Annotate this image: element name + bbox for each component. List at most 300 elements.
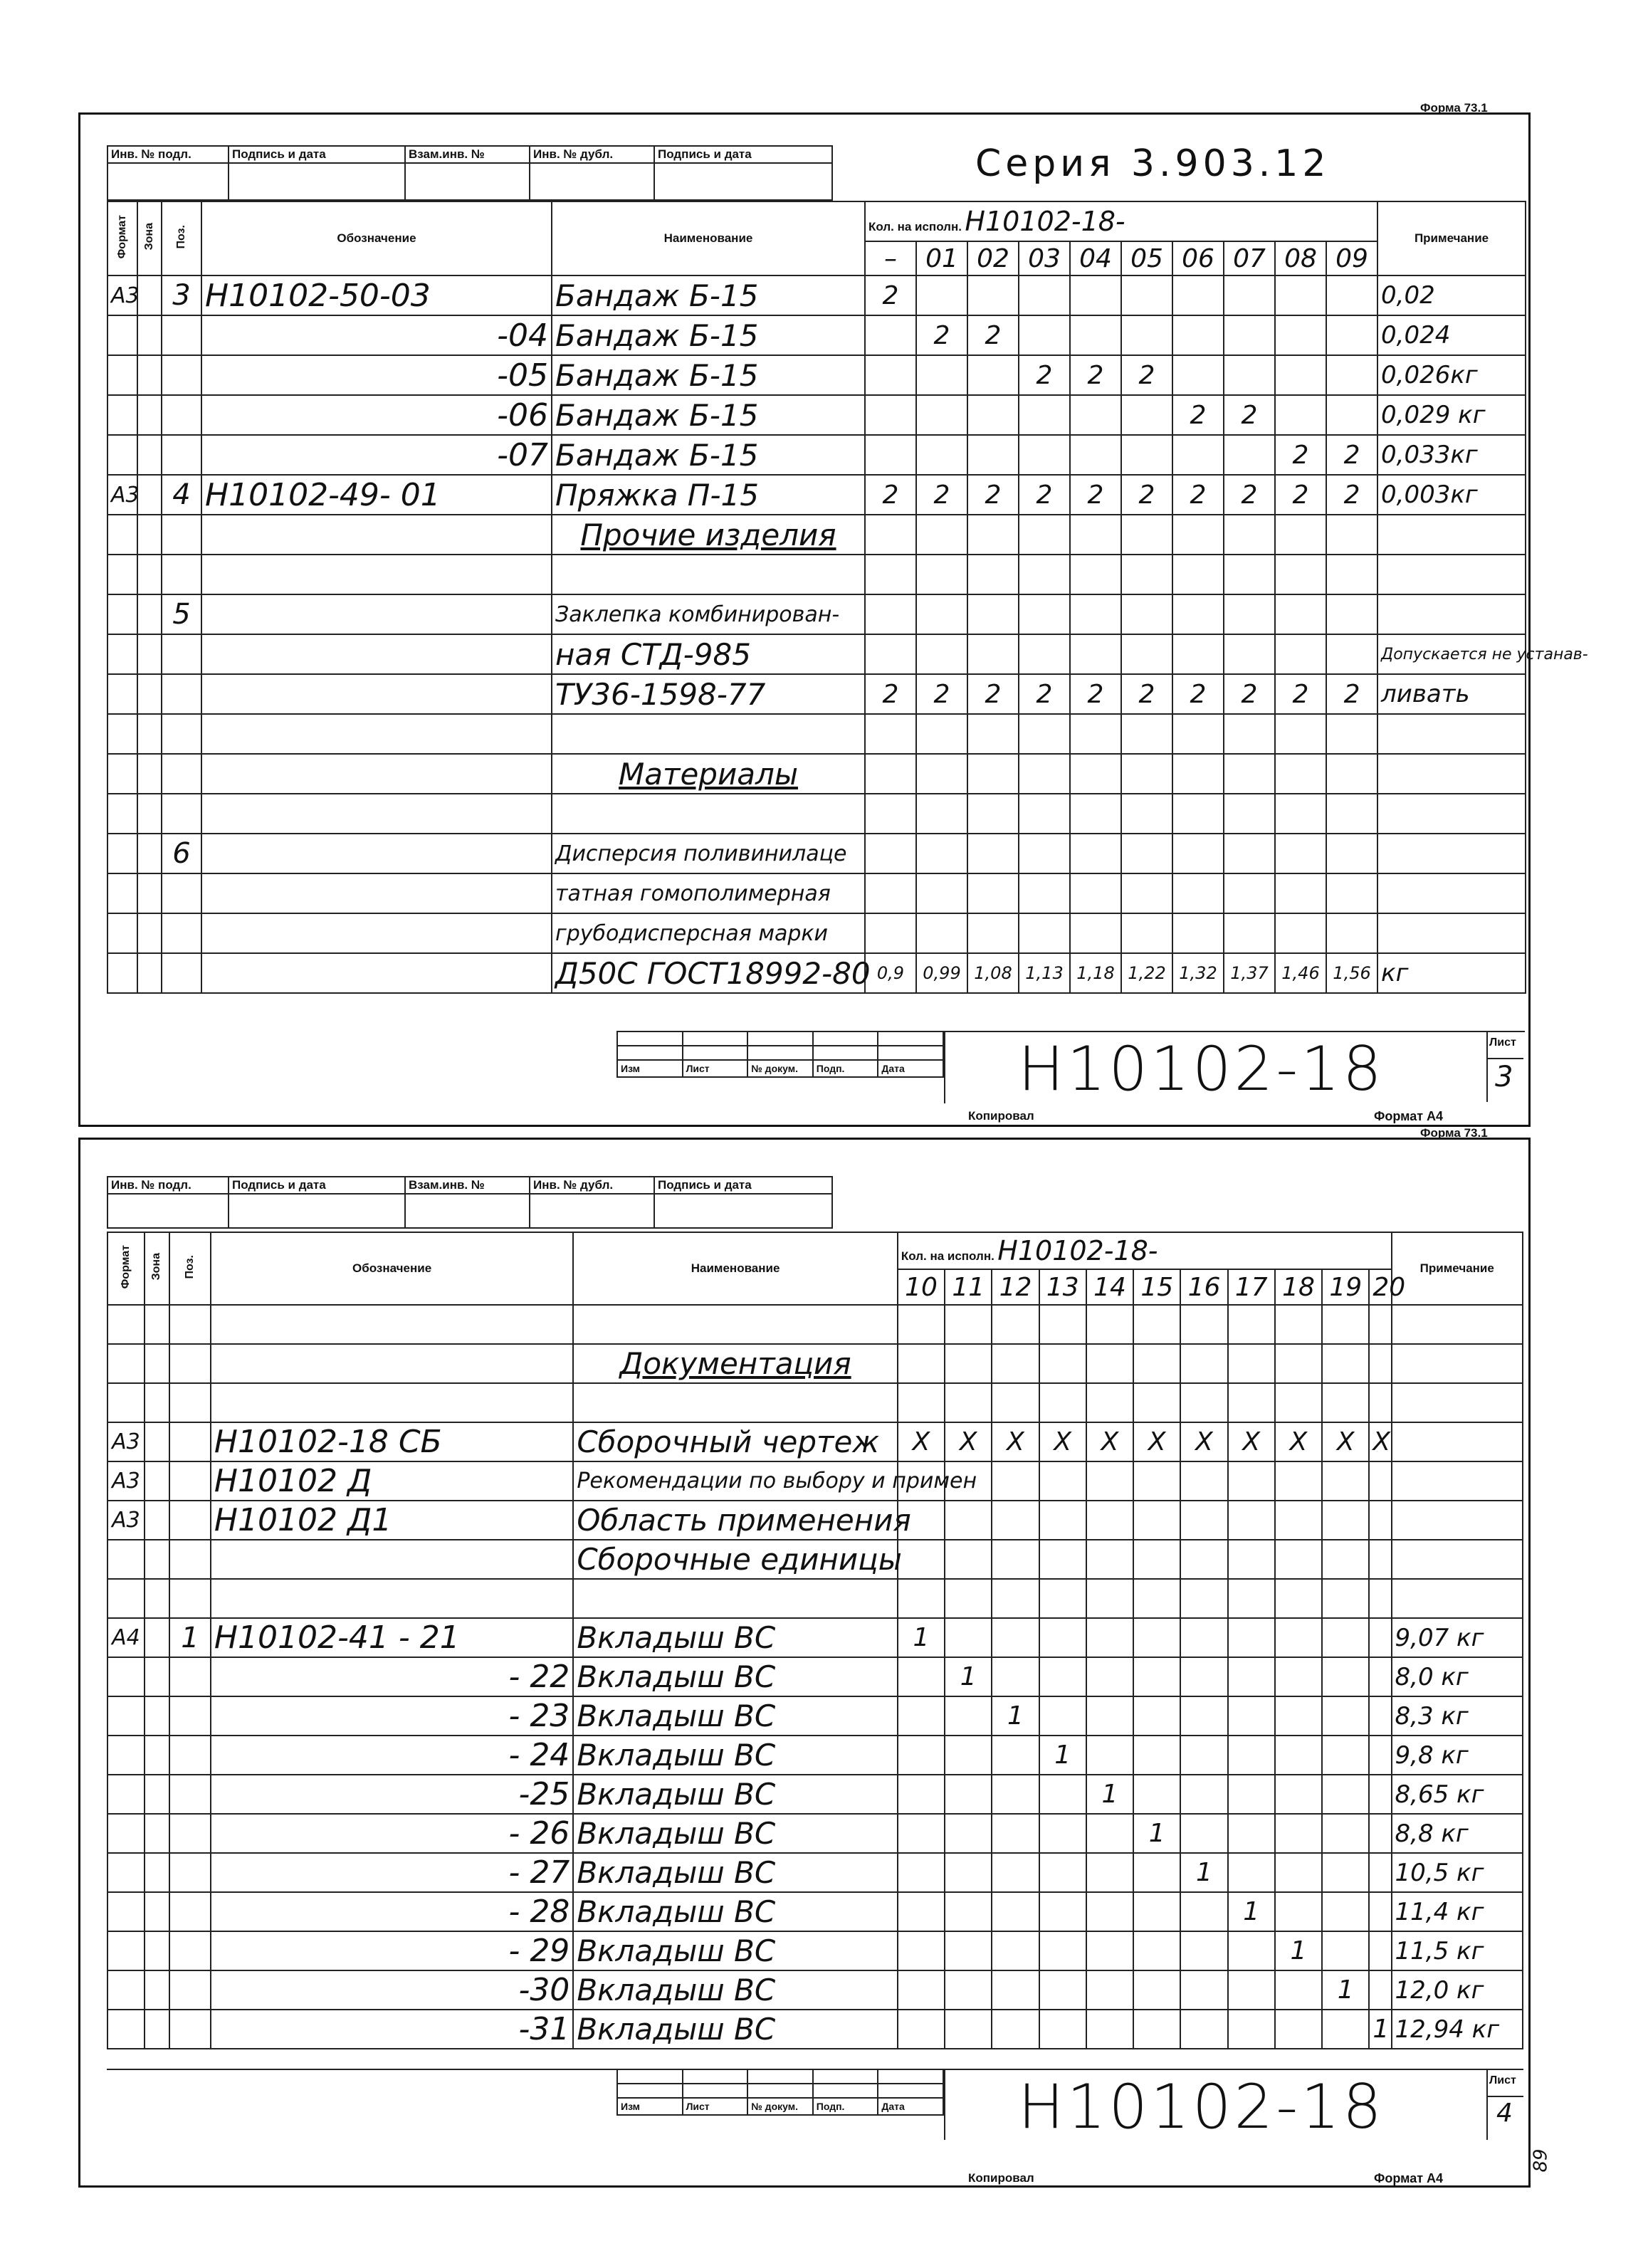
row-name: Пряжка П-15: [552, 475, 865, 515]
table-row: [107, 913, 1526, 953]
row-designation: [201, 674, 552, 714]
row-qty: [967, 873, 1019, 913]
table-row: [107, 794, 1526, 834]
row-qty: [1070, 873, 1121, 913]
row-pos: [162, 794, 201, 834]
row-qty: [1228, 1540, 1275, 1579]
row-qty: [1180, 1970, 1227, 2010]
row-qty: 2: [1121, 475, 1172, 515]
row-qty: [1275, 1618, 1322, 1657]
row-qty: [1275, 873, 1326, 913]
row-designation: [211, 1344, 573, 1383]
row-qty: [1326, 634, 1377, 674]
row-pos: 1: [169, 1618, 211, 1657]
row-format: [107, 594, 137, 634]
row-name: [573, 1305, 898, 1344]
row-qty: [916, 754, 967, 794]
row-zone: [145, 1696, 169, 1736]
row-qty: [945, 1344, 992, 1383]
row-qty: [1224, 834, 1275, 873]
row-qty: [1224, 714, 1275, 754]
row-designation: -05: [201, 355, 552, 395]
row-qty: 2: [1121, 674, 1172, 714]
row-qty: [1275, 1736, 1322, 1775]
row-qty: [945, 1540, 992, 1579]
col-zone: Зона: [150, 1253, 163, 1281]
row-qty: [1133, 1540, 1180, 1579]
row-qty: [992, 1344, 1039, 1383]
row-qty: [1086, 1461, 1133, 1501]
row-qty: [992, 1892, 1039, 1931]
table-row: [107, 1814, 1523, 1853]
col-note: Примечание: [1377, 201, 1526, 275]
row-qty: [1275, 1579, 1322, 1618]
row-qty: [1086, 1736, 1133, 1775]
row-format: [107, 2010, 145, 2049]
row-qty: [967, 634, 1019, 674]
row-qty: 2: [1070, 475, 1121, 515]
row-note: [1377, 794, 1526, 834]
table-row: [107, 1853, 1523, 1892]
row-qty: [1019, 634, 1070, 674]
row-qty: X: [1039, 1422, 1086, 1461]
table-row: [107, 594, 1526, 634]
row-qty: [1180, 1501, 1227, 1540]
row-format: А3: [107, 1501, 145, 1540]
row-qty: 2: [1275, 475, 1326, 515]
row-qty: [1224, 754, 1275, 794]
row-zone: [145, 1579, 169, 1618]
row-qty: [1224, 794, 1275, 834]
row-qty: [1039, 1383, 1086, 1422]
row-qty: [1369, 1736, 1391, 1775]
row-qty: [898, 1775, 945, 1814]
row-qty: [1180, 2010, 1227, 2049]
row-qty: [898, 1853, 945, 1892]
variant-col: 17: [1228, 1269, 1275, 1305]
row-qty: [1322, 1344, 1369, 1383]
row-qty: [992, 1736, 1039, 1775]
row-qty: [898, 1657, 945, 1696]
row-name: Материалы: [552, 754, 865, 794]
col-zone: Зона: [143, 223, 155, 251]
row-designation: [211, 1579, 573, 1618]
tb-col: Лист: [683, 2098, 748, 2115]
row-qty: [1369, 1814, 1391, 1853]
row-qty: [1326, 395, 1377, 435]
row-zone: [137, 475, 162, 515]
row-designation: - 23: [211, 1696, 573, 1736]
qty-header: [865, 201, 1377, 241]
row-qty: 2: [916, 315, 967, 355]
col-pos: Поз.: [183, 1254, 196, 1279]
row-qty: [1224, 555, 1275, 594]
row-qty: [1039, 1305, 1086, 1344]
row-qty: 1: [1086, 1775, 1133, 1814]
copied-label: Копировал: [968, 2171, 1034, 2185]
row-format: А3: [107, 275, 137, 315]
row-qty: [1039, 1344, 1086, 1383]
row-format: [107, 714, 137, 754]
row-format: [107, 794, 137, 834]
row-qty: [967, 435, 1019, 475]
row-pos: [169, 1970, 211, 2010]
row-qty: [1172, 435, 1224, 475]
row-qty: [1121, 275, 1172, 315]
row-qty: 2: [1224, 475, 1275, 515]
row-qty: [1019, 435, 1070, 475]
row-qty: [1121, 515, 1172, 555]
row-pos: [162, 435, 201, 475]
row-qty: X: [1180, 1422, 1227, 1461]
row-qty: [1019, 834, 1070, 873]
row-zone: [137, 674, 162, 714]
row-qty: [1133, 1853, 1180, 1892]
table-row: [107, 315, 1526, 355]
row-qty: [1369, 1853, 1391, 1892]
row-qty: [1086, 1344, 1133, 1383]
row-format: [107, 1344, 145, 1383]
row-qty: [1275, 1853, 1322, 1892]
row-qty: [1322, 1853, 1369, 1892]
row-qty: [1039, 1501, 1086, 1540]
row-qty: [945, 1970, 992, 2010]
row-pos: [162, 873, 201, 913]
row-qty: X: [992, 1422, 1039, 1461]
row-pos: [162, 555, 201, 594]
row-designation: -07: [201, 435, 552, 475]
row-qty: [1228, 1501, 1275, 1540]
row-name: Бандаж Б-15: [552, 395, 865, 435]
row-qty: [1326, 355, 1377, 395]
row-zone: [137, 515, 162, 555]
variant-col: 10: [898, 1269, 945, 1305]
row-pos: [169, 1696, 211, 1736]
row-note: [1377, 754, 1526, 794]
row-qty: [1172, 275, 1224, 315]
row-qty: [1369, 1931, 1391, 1970]
variant-col: 03: [1019, 241, 1070, 275]
row-pos: [162, 674, 201, 714]
row-qty: X: [898, 1422, 945, 1461]
row-qty: [1172, 555, 1224, 594]
row-qty: [945, 1305, 992, 1344]
row-qty: [1172, 515, 1224, 555]
row-qty: [865, 515, 916, 555]
row-qty: [1070, 515, 1121, 555]
row-qty: [1322, 1579, 1369, 1618]
row-designation: [211, 1540, 573, 1579]
row-designation: [201, 873, 552, 913]
row-format: [107, 634, 137, 674]
row-qty: [1172, 315, 1224, 355]
row-qty: [967, 834, 1019, 873]
row-qty: [1180, 1579, 1227, 1618]
row-qty: [945, 1931, 992, 1970]
row-pos: 4: [162, 475, 201, 515]
row-qty: [1275, 754, 1326, 794]
row-name: Сборочный чертеж: [573, 1422, 898, 1461]
row-qty: [1326, 315, 1377, 355]
row-qty: 2: [1326, 475, 1377, 515]
row-qty: [1172, 594, 1224, 634]
row-name: Заклепка комбинирован-: [552, 594, 865, 634]
row-designation: -30: [211, 1970, 573, 2010]
row-qty: 2: [1172, 475, 1224, 515]
row-note: 9,07 кг: [1392, 1618, 1523, 1657]
row-qty: [945, 1892, 992, 1931]
row-qty: [967, 355, 1019, 395]
row-qty: [1180, 1736, 1227, 1775]
row-qty: [916, 515, 967, 555]
row-designation: - 26: [211, 1814, 573, 1853]
table-row: [107, 1344, 1523, 1383]
row-note: [1392, 1422, 1523, 1461]
row-format: [107, 1579, 145, 1618]
row-designation: -25: [211, 1775, 573, 1814]
row-qty: [1172, 834, 1224, 873]
row-pos: [169, 1344, 211, 1383]
row-qty: 2: [1121, 355, 1172, 395]
row-designation: [201, 714, 552, 754]
row-qty: [898, 1579, 945, 1618]
row-qty: [992, 1853, 1039, 1892]
row-designation: - 22: [211, 1657, 573, 1696]
row-qty: [1275, 1814, 1322, 1853]
row-zone: [145, 1892, 169, 1931]
row-qty: 2: [916, 475, 967, 515]
row-qty: [1369, 1970, 1391, 2010]
stamp-col: Инв. № подл.: [107, 146, 229, 163]
row-qty: [916, 873, 967, 913]
row-qty: [1224, 315, 1275, 355]
doc-number: Н10102-18: [1018, 2072, 1385, 2143]
row-qty: [945, 1696, 992, 1736]
row-qty: [865, 913, 916, 953]
row-qty: [1322, 1383, 1369, 1422]
row-qty: [1224, 873, 1275, 913]
row-qty: [1039, 2010, 1086, 2049]
row-designation: [201, 594, 552, 634]
col-format: Формат: [116, 214, 128, 259]
table-row: [107, 1461, 1523, 1501]
table-row: [107, 634, 1526, 674]
row-format: [107, 515, 137, 555]
row-qty: [1180, 1461, 1227, 1501]
row-qty: 2: [967, 475, 1019, 515]
row-zone: [137, 594, 162, 634]
row-format: [107, 1305, 145, 1344]
row-name: Вкладыш ВС: [573, 1775, 898, 1814]
table-row: [107, 1970, 1523, 2010]
row-pos: [162, 315, 201, 355]
row-designation: [211, 1383, 573, 1422]
row-name: татная гомополимерная: [552, 873, 865, 913]
row-designation: [201, 834, 552, 873]
tb-col: Изм: [617, 2098, 683, 2115]
table-row: [107, 1383, 1523, 1422]
row-qty: [1369, 1344, 1391, 1383]
row-qty: [945, 1618, 992, 1657]
row-qty: [865, 395, 916, 435]
row-note: [1392, 1579, 1523, 1618]
row-designation: [201, 634, 552, 674]
variant-col: –: [865, 241, 916, 275]
row-qty: [992, 1305, 1039, 1344]
row-note: 8,65 кг: [1392, 1775, 1523, 1814]
table-row: [107, 1657, 1523, 1696]
row-name: Вкладыш ВС: [573, 1892, 898, 1931]
row-qty: 2: [1172, 674, 1224, 714]
row-qty: [1180, 1305, 1227, 1344]
variant-col: 09: [1326, 241, 1377, 275]
row-format: [107, 1696, 145, 1736]
row-qty: [1275, 1892, 1322, 1931]
row-note: 0,029 кг: [1377, 395, 1526, 435]
row-pos: [169, 2010, 211, 2049]
row-qty: 2: [865, 275, 916, 315]
row-zone: [137, 953, 162, 993]
row-qty: [1228, 1931, 1275, 1970]
row-qty: [1086, 2010, 1133, 2049]
row-note: [1377, 913, 1526, 953]
row-qty: [1322, 1501, 1369, 1540]
row-qty: 1: [992, 1696, 1039, 1736]
row-qty: 2: [1224, 395, 1275, 435]
variant-col: 16: [1180, 1269, 1227, 1305]
table-row: [107, 1775, 1523, 1814]
row-name: Вкладыш ВС: [573, 1736, 898, 1775]
row-qty: [1121, 634, 1172, 674]
row-qty: 1,37: [1224, 953, 1275, 993]
row-designation: - 28: [211, 1892, 573, 1931]
col-name: Наименование: [552, 201, 865, 275]
row-qty: [945, 1579, 992, 1618]
row-qty: [967, 754, 1019, 794]
row-note: [1377, 714, 1526, 754]
row-qty: [1019, 794, 1070, 834]
row-qty: [1275, 594, 1326, 634]
row-qty: [1228, 1814, 1275, 1853]
row-qty: [1039, 1618, 1086, 1657]
row-note: [1377, 834, 1526, 873]
row-pos: [162, 953, 201, 993]
row-format: [107, 913, 137, 953]
table-row: [107, 1696, 1523, 1736]
row-qty: [1039, 1461, 1086, 1501]
row-qty: 0,99: [916, 953, 967, 993]
row-note: 12,0 кг: [1392, 1970, 1523, 2010]
stamp-col: Подпись и дата: [229, 1177, 405, 1194]
row-qty: [865, 435, 916, 475]
table-row: [107, 555, 1526, 594]
row-qty: [1369, 1579, 1391, 1618]
table-row: [107, 754, 1526, 794]
row-qty: [1326, 515, 1377, 555]
row-zone: [137, 873, 162, 913]
row-qty: [1275, 2010, 1322, 2049]
row-qty: [1039, 1579, 1086, 1618]
row-qty: [1133, 1305, 1180, 1344]
row-qty: 1: [1275, 1931, 1322, 1970]
row-format: [107, 315, 137, 355]
row-qty: [992, 1775, 1039, 1814]
row-qty: [1369, 1696, 1391, 1736]
row-note: 11,4 кг: [1392, 1892, 1523, 1931]
qty-label: Кол. на исполн.: [901, 1249, 994, 1263]
row-pos: [169, 1892, 211, 1931]
row-qty: [1322, 1892, 1369, 1931]
row-qty: [898, 1305, 945, 1344]
row-qty: 2: [967, 674, 1019, 714]
row-qty: [1133, 1970, 1180, 2010]
row-name: [573, 1579, 898, 1618]
row-note: [1392, 1461, 1523, 1501]
copied-label: Копировал: [968, 1109, 1034, 1123]
row-qty: X: [1275, 1422, 1322, 1461]
row-format: [107, 1853, 145, 1892]
row-name: Д50С ГОСТ18992-80: [552, 953, 865, 993]
variant-col: 13: [1039, 1269, 1086, 1305]
row-qty: [1326, 834, 1377, 873]
row-qty: [916, 435, 967, 475]
row-note: Допускается не устанав-: [1377, 634, 1526, 674]
row-qty: [898, 1383, 945, 1422]
variant-col: 12: [992, 1269, 1039, 1305]
row-pos: [162, 714, 201, 754]
row-qty: [1180, 1657, 1227, 1696]
tb-col: № докум.: [747, 2098, 813, 2115]
sheet-number: 3: [1495, 1061, 1513, 1093]
row-qty: [1121, 395, 1172, 435]
row-pos: [162, 355, 201, 395]
row-qty: [865, 315, 916, 355]
row-qty: [945, 1501, 992, 1540]
row-qty: [1369, 1657, 1391, 1696]
row-zone: [145, 1344, 169, 1383]
row-qty: [1039, 1657, 1086, 1696]
row-qty: [1019, 555, 1070, 594]
row-qty: [1322, 1775, 1369, 1814]
row-format: [107, 1775, 145, 1814]
row-qty: [1172, 714, 1224, 754]
row-qty: [1133, 1501, 1180, 1540]
row-qty: 1: [945, 1657, 992, 1696]
row-qty: [1039, 1814, 1086, 1853]
row-qty: 1: [898, 1618, 945, 1657]
row-zone: [145, 1775, 169, 1814]
row-zone: [145, 2010, 169, 2049]
row-qty: [1228, 1305, 1275, 1344]
col-designation: Обозначение: [211, 1232, 573, 1305]
row-qty: X: [1133, 1422, 1180, 1461]
row-qty: [1121, 594, 1172, 634]
row-qty: [865, 794, 916, 834]
row-pos: [162, 913, 201, 953]
row-qty: 1,32: [1172, 953, 1224, 993]
row-format: [107, 555, 137, 594]
row-qty: [1275, 1775, 1322, 1814]
row-qty: [1224, 275, 1275, 315]
row-qty: [1369, 1540, 1391, 1579]
row-qty: [945, 1775, 992, 1814]
row-qty: X: [945, 1422, 992, 1461]
row-qty: [1070, 754, 1121, 794]
row-qty: [1070, 714, 1121, 754]
row-qty: [1326, 794, 1377, 834]
row-qty: [1086, 1657, 1133, 1696]
row-qty: 1,56: [1326, 953, 1377, 993]
